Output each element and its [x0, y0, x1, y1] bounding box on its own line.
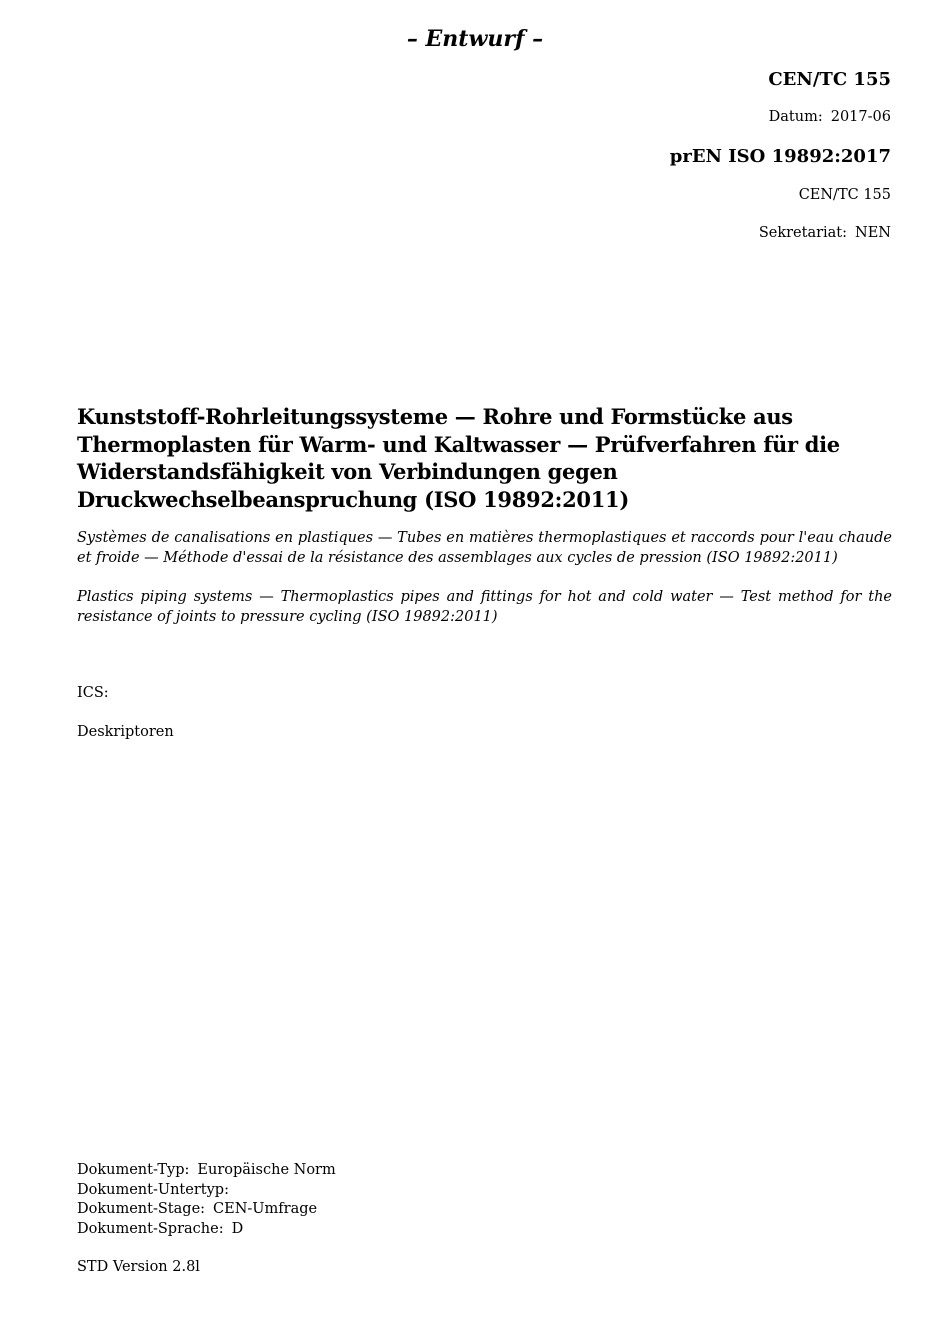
document-stage-label: Dokument-Stage:: [77, 1201, 206, 1217]
date-line: [769, 109, 891, 125]
document-language-row: [77, 1220, 336, 1240]
document-number: prEN ISO 19892:2017: [669, 146, 891, 167]
committee-secondary: CEN/TC 155: [798, 187, 891, 203]
title-french: Systèmes de canalisations en plastiques — Tubes en matières thermoplastiques et raccords pour l'eau chaude et froide — Méthode d'essai de la résistance des assemblages aux cycles de pression (ISO 19892:2011): [77, 530, 892, 566]
descriptors-label: Deskriptoren: [77, 724, 174, 740]
ics-label: ICS:: [77, 685, 109, 701]
std-version: STD Version 2.8l: [77, 1259, 200, 1275]
document-type-label: Dokument-Typ:: [77, 1162, 190, 1178]
document-info: [77, 1161, 336, 1239]
title-german: Kunststoff-Rohrleitungssysteme — Rohre und Formstücke aus Thermoplasten für Warm- und Kaltwasser — Prüfverfahren für die Widerstandsfähigkeit von Verbindungen gegen Druckwechselbeanspruchung (ISO 19892:2011): [77, 404, 840, 512]
document-type-value: Europäische Norm: [197, 1162, 336, 1178]
document-language-label: Dokument-Sprache:: [77, 1220, 224, 1237]
secretariat-label: Sekretariat:: [758, 225, 848, 241]
draft-label: – Entwurf –: [406, 26, 544, 52]
date-value: 2017-06: [830, 109, 891, 125]
title-english: Plastics piping systems — Thermoplastics pipes and fittings for hot and cold water — Test method for the resistance of joints to pressure cycling (ISO 19892:2011): [77, 589, 892, 625]
secretariat-line: [759, 225, 891, 241]
document-language-value: D: [231, 1220, 244, 1237]
committee-heading: CEN/TC 155: [768, 69, 891, 90]
secretariat-value: NEN: [855, 225, 891, 241]
document-subtype-label: Dokument-Untertyp:: [77, 1181, 229, 1198]
document-type-row: [77, 1161, 336, 1181]
document-subtype-row: [77, 1181, 336, 1201]
date-label: Datum:: [768, 109, 823, 125]
document-stage-row: [77, 1200, 336, 1220]
document-stage-value: CEN-Umfrage: [213, 1201, 318, 1217]
